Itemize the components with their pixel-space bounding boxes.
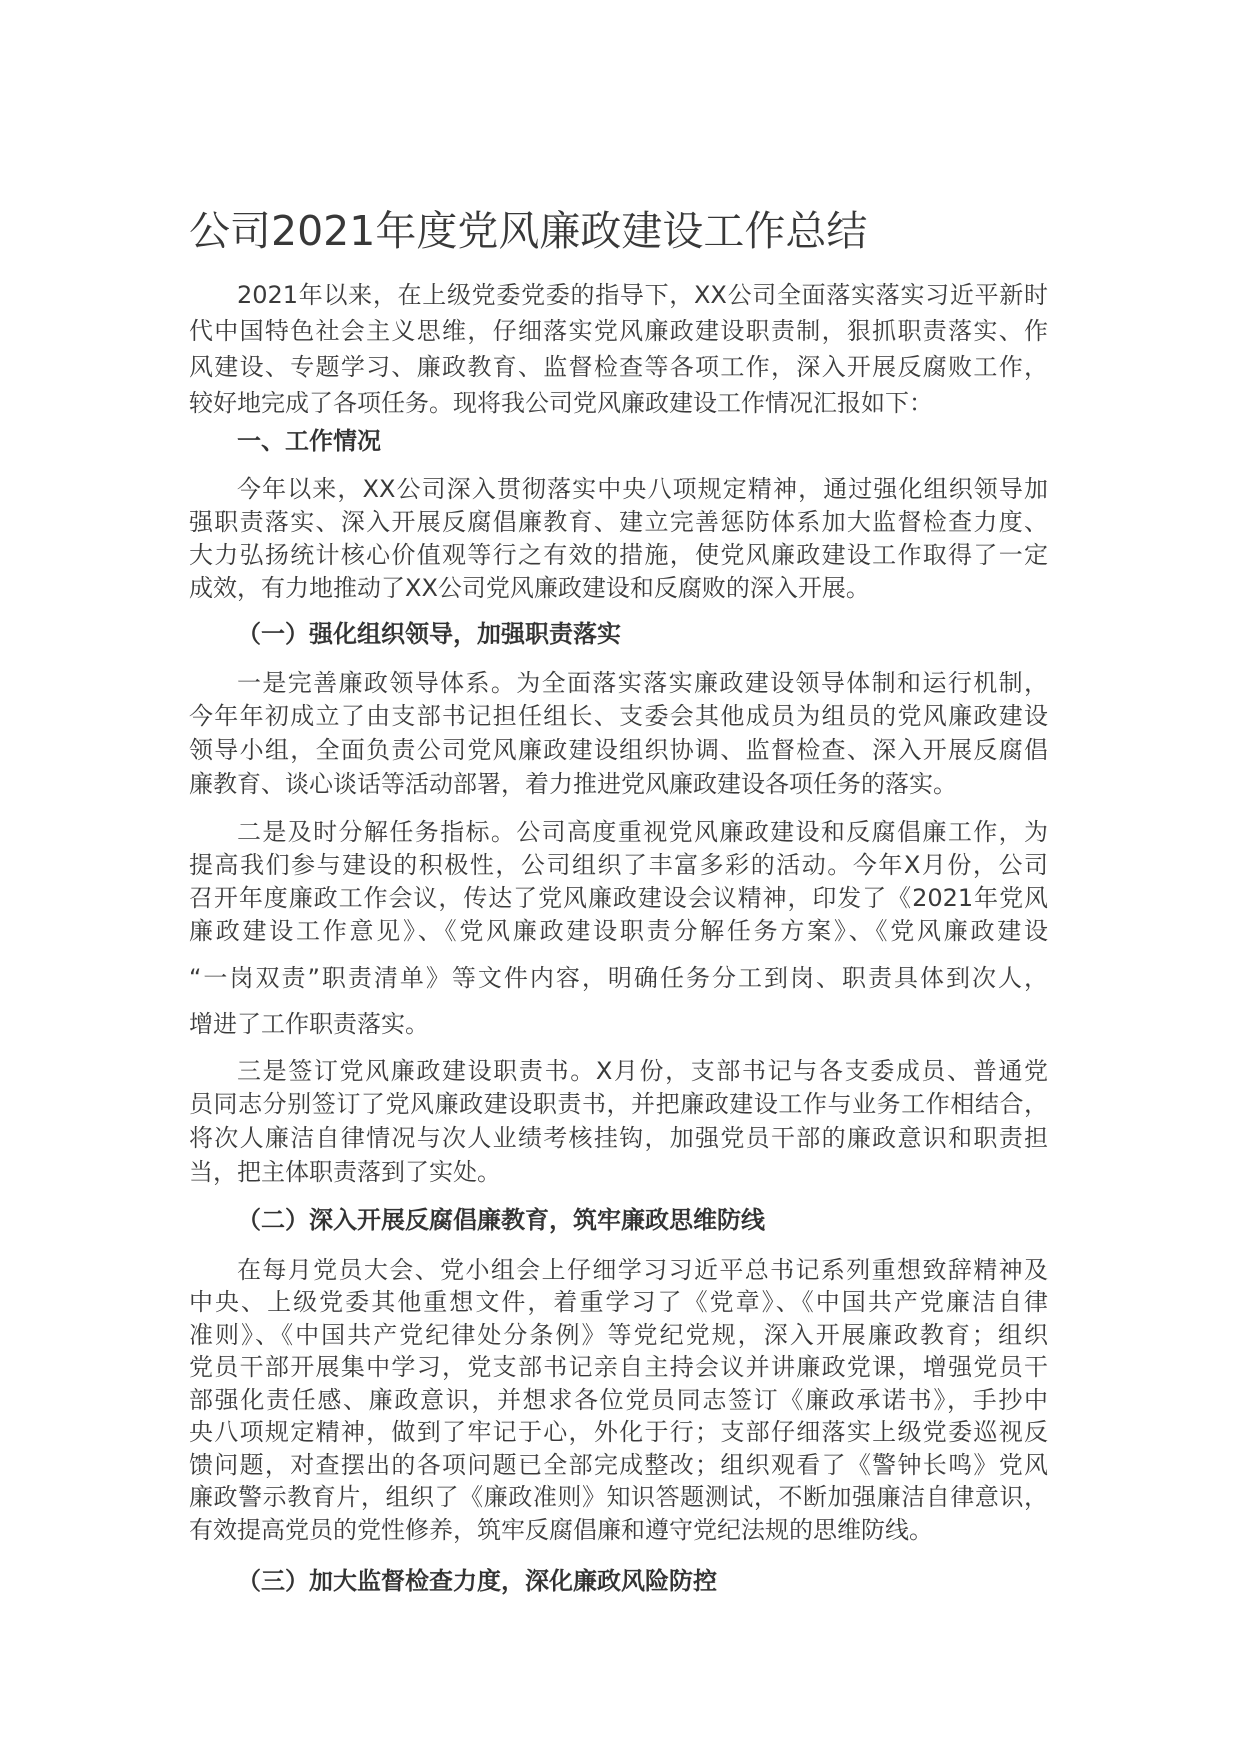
paragraph-line: 召开年度廉政工作会议，传达了党风廉政建设会议精神，印发了《2021年党风 [189,884,1048,912]
paragraph-line: 成效，有力地推动了XX公司党风廉政建设和反腐败的深入开展。 [189,574,870,602]
paragraph-line: 领导小组，全面负责公司党风廉政建设组织协调、监督检查、深入开展反腐倡 [189,736,1048,764]
paragraph-line: 当，把主体职责落到了实处。 [189,1158,501,1186]
paragraph-line: 将次人廉洁自律情况与次人业绩考核挂钩，加强党员干部的廉政意识和职责担 [189,1124,1048,1152]
section-heading: （二）深入开展反腐倡廉教育，筑牢廉政思维防线 [237,1206,765,1234]
paragraph-line: 廉教育、谈心谈话等活动部署，着力推进党风廉政建设各项任务的落实。 [189,770,957,798]
section-heading: （三）加大监督检查力度，深化廉政风险防控 [237,1567,717,1595]
paragraph-line: 党员干部开展集中学习，党支部书记亲自主持会议并讲廉政党课，增强党员干 [189,1353,1048,1381]
paragraph-line: 强职责落实、深入开展反腐倡廉教育、建立完善惩防体系加大监督检查力度、 [189,508,1048,536]
paragraph-line: 员同志分别签订了党风廉政建设职责书，并把廉政建设工作与业务工作相结合， [189,1090,1048,1118]
paragraph-line: 准则》、《中国共产党纪律处分条例》等党纪党规，深入开展廉政教育；组织 [189,1321,1048,1349]
paragraph-line: 今年年初成立了由支部书记担任组长、支委会其他成员为组员的党风廉政建设 [189,702,1048,730]
paragraph-line: 中央、上级党委其他重想文件，着重学习了《党章》、《中国共产党廉洁自律 [189,1288,1048,1316]
paragraph-line: 较好地完成了各项任务。现将我公司党风廉政建设工作情况汇报如下： [189,389,933,417]
section-heading: （一）强化组织领导，加强职责落实 [237,620,621,648]
paragraph-line: 央八项规定精神，做到了牢记于心，外化于行；支部仔细落实上级党委巡视反 [189,1418,1048,1446]
paragraph-line: 大力弘扬统计核心价值观等行之有效的措施，使党风廉政建设工作取得了一定 [189,541,1048,569]
paragraph-line: 有效提高党员的党性修养，筑牢反腐倡廉和遵守党纪法规的思维防线。 [189,1516,933,1544]
paragraph-line: 增进了工作职责落实。 [189,1010,429,1038]
document-title: 公司2021年度党风廉政建设工作总结 [189,207,868,255]
paragraph-line: 提高我们参与建设的积极性，公司组织了丰富多彩的活动。今年X月份，公司 [189,851,1048,879]
paragraph-line: 2021年以来，在上级党委党委的指导下，XX公司全面落实落实习近平新时 [237,281,1048,309]
section-heading: 一、工作情况 [237,427,381,455]
paragraph-line: 在每月党员大会、党小组会上仔细学习习近平总书记系列重想致辞精神及 [237,1256,1048,1284]
paragraph-line: 廉政警示教育片，组织了《廉政准则》知识答题测试，不断加强廉洁自律意识， [189,1483,1048,1511]
paragraph-line: 廉政建设工作意见》、《党风廉政建设职责分解任务方案》、《党风廉政建设 [189,917,1048,945]
paragraph-line: 风建设、专题学习、廉政教育、监督检查等各项工作，深入开展反腐败工作， [189,353,1048,381]
paragraph-line: 二是及时分解任务指标。公司高度重视党风廉政建设和反腐倡廉工作，为 [237,818,1048,846]
paragraph-line: 一是完善廉政领导体系。为全面落实落实廉政建设领导体制和运行机制， [237,669,1048,697]
paragraph-line: 部强化责任感、廉政意识，并想求各位党员同志签订《廉政承诺书》，手抄中 [189,1386,1048,1414]
paragraph-line: 代中国特色社会主义思维，仔细落实党风廉政建设职责制，狠抓职责落实、作 [189,317,1048,345]
paragraph-line: 今年以来，XX公司深入贯彻落实中央八项规定精神，通过强化组织领导加 [237,475,1048,503]
paragraph-line: 三是签订党风廉政建设职责书。X月份，支部书记与各支委成员、普通党 [237,1057,1048,1085]
paragraph-line: “一岗双责”职责清单》等文件内容，明确任务分工到岗、职责具体到次人， [189,964,1048,992]
paragraph-line: 馈问题，对查摆出的各项问题已全部完成整改；组织观看了《警钟长鸣》党风 [189,1451,1048,1479]
